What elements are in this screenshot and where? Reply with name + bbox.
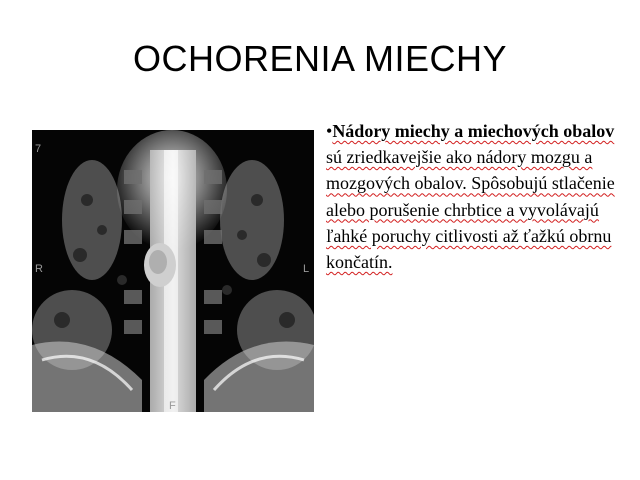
mri-image [32, 130, 314, 412]
mri-marker-right: L [303, 263, 310, 275]
slide-title: OCHORENIA MIECHY [132, 38, 508, 79]
mri-marker-left: R [35, 263, 43, 275]
body-paragraph-text: sú zriedkavejšie ako nádory mozgu a mozgových obalov. Spôsobujú stlačenie alebo porušenie chrbtice a vyvolávajú ľahké poruchy citlivosti až ťažkú obrnu končatín. [326, 147, 615, 273]
mri-marker-bottom: F [169, 400, 176, 412]
bullet-symbol: • [326, 121, 333, 141]
mri-marker-top-left: 7 [35, 143, 42, 155]
mri-scan-graphic [32, 130, 314, 412]
slide-body-text [326, 118, 622, 275]
bold-heading-text: Nádory miechy a miechových obalov [332, 121, 615, 141]
